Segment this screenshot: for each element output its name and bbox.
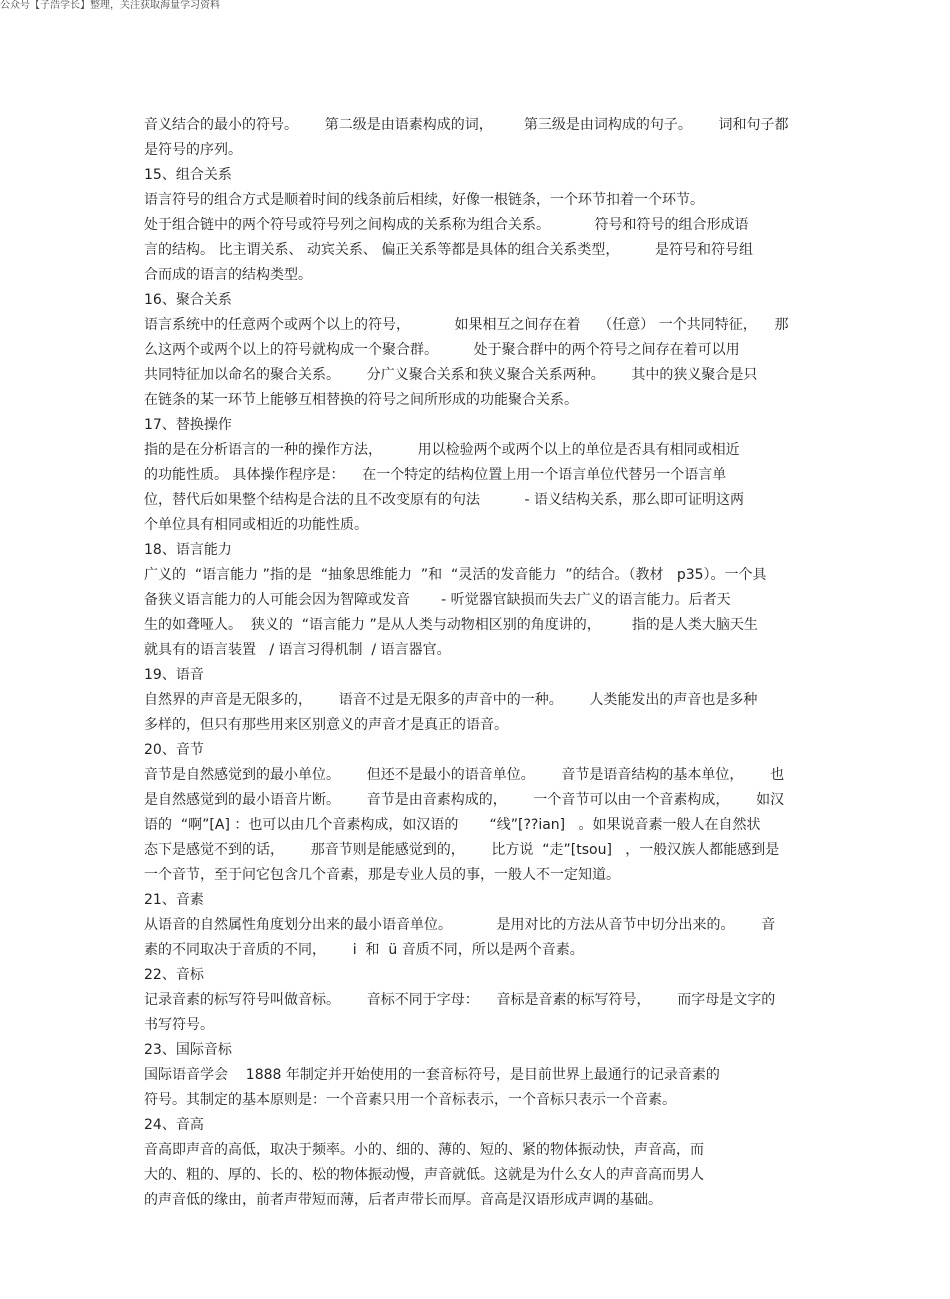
text-line: 书写符号。 <box>144 1017 214 1033</box>
text-line: 处于组合链中的两个符号或符号列之间构成的关系称为组合关系。 符号和符号的组合形成语 <box>144 217 749 233</box>
text-line: 生的如聋哑人。 狭义的 “语言能力 ”是从人类与动物相区别的角度讲的， 指的是人类大脑天生 <box>144 617 758 633</box>
text-line: 国际语音学会 1888 年制定并开始使用的一套音标符号，是目前世界上最通行的记录音素的 <box>144 1067 720 1083</box>
text-line: 音义结合的最小的符号。 第二级是由语素构成的词， 第三级是由词构成的句子。 词和句子都 <box>144 117 789 133</box>
text-line: 符号。其制定的基本原则是：一个音素只用一个音标表示，一个音标只表示一个音素。 <box>144 1092 676 1108</box>
text-line: 么这两个或两个以上的符号就构成一个聚合群。 处于聚合群中的两个符号之间存在着可以用 <box>144 342 740 358</box>
text-line: 言的结构。 比主谓关系、 动宾关系、 偏正关系等都是具体的组合关系类型， 是符号和符号组 <box>144 242 753 258</box>
section-heading: 19、语音 <box>144 667 204 683</box>
text-line: 音节是自然感觉到的最小单位。 但还不是最小的语音单位。 音节是语音结构的基本单位， 也 <box>144 767 785 783</box>
text-line: 合而成的语言的结构类型。 <box>144 267 312 283</box>
text-line: 指的是在分析语言的一种的操作方法， 用以检验两个或两个以上的单位是否具有相同或相近 <box>144 442 740 458</box>
text-line: 语言符号的组合方式是顺着时间的线条前后相续，好像一根链条，一个环节扣着一个环节。 <box>144 192 704 208</box>
text-line: 从语音的自然属性角度划分出来的最小语音单位。 是用对比的方法从音节中切分出来的。 音 <box>144 917 776 933</box>
text-line: 在链条的某一环节上能够互相替换的符号之间所形成的功能聚合关系。 <box>144 392 578 408</box>
text-line: 素的不同取决于音质的不同， i 和 ü 音质不同，所以是两个音素。 <box>144 942 584 958</box>
section-heading: 21、音素 <box>144 892 204 908</box>
text-line: 语的 “啊”[A] ：也可以由几个音素构成，如汉语的 “线”[??ian] 。如果说音素一般人在自然状 <box>144 817 761 833</box>
section-heading: 24、音高 <box>144 1117 204 1133</box>
section-heading: 20、音节 <box>144 742 204 758</box>
text-line: 位，替代后如果整个结构是合法的且不改变原有的句法 - 语义结构关系，那么即可证明这两 <box>144 492 745 508</box>
section-heading: 16、聚合关系 <box>144 292 232 308</box>
text-line: 自然界的声音是无限多的， 语音不过是无限多的声音中的一种。 人类能发出的声音也是多种 <box>144 692 758 708</box>
page-header-watermark: 公众号【子浩学长】整理，关注获取海量学习资料 <box>0 0 220 11</box>
section-heading: 22、音标 <box>144 967 204 983</box>
text-line: 共同特征加以命名的聚合关系。 分广义聚合关系和狭义聚合关系两种。 其中的狭义聚合是只 <box>144 367 758 383</box>
text-line: 是符号的序列。 <box>144 142 242 158</box>
text-line: 语言系统中的任意两个或两个以上的符号， 如果相互之间存在着 （任意） 一个共同特征， 那 <box>144 317 789 333</box>
text-line: 一个音节，至于问它包含几个音素，那是专业人员的事，一般人不一定知道。 <box>144 867 620 883</box>
text-line: 大的、粗的、厚的、长的、松的物体振动慢，声音就低。这就是为什么女人的声音高而男人 <box>144 1167 704 1183</box>
text-line: 广义的 “语言能力 ”指的是 “抽象思维能力 ”和 “灵活的发音能力 ”的结合。（教材 p35）。一个具 <box>144 567 767 583</box>
text-line: 的功能性质。 具体操作程序是： 在一个特定的结构位置上用一个语言单位代替另一个语言单 <box>144 467 727 483</box>
text-line: 多样的，但只有那些用来区别意义的声音才是真正的语音。 <box>144 717 508 733</box>
text-line: 的声音低的缘由，前者声带短而薄，后者声带长而厚。音高是汉语形成声调的基础。 <box>144 1192 662 1208</box>
text-line: 就具有的语言装置 / 语言习得机制 / 语言器官。 <box>144 642 451 658</box>
text-line: 记录音素的标写符号叫做音标。 音标不同于字母： 音标是音素的标写符号， 而字母是文字的 <box>144 992 776 1008</box>
text-line: 态下是感觉不到的话， 那音节则是能感觉到的， 比方说 “走”[tsou] ，一般汉族人都能感到是 <box>144 842 780 858</box>
text-line: 是自然感觉到的最小语音片断。 音节是由音素构成的， 一个音节可以由一个音素构成， 如汉 <box>144 792 785 808</box>
section-heading: 15、组合关系 <box>144 167 232 183</box>
section-heading: 18、语言能力 <box>144 542 232 558</box>
text-line: 音高即声音的高低，取决于频率。小的、细的、薄的、短的、紧的物体振动快，声音高，而 <box>144 1142 704 1158</box>
section-heading: 23、国际音标 <box>144 1042 232 1058</box>
section-heading: 17、替换操作 <box>144 417 232 433</box>
text-line: 个单位具有相同或相近的功能性质。 <box>144 517 368 533</box>
text-line: 备狭义语言能力的人可能会因为智障或发音 - 听觉器官缺损而失去广义的语言能力。后者天 <box>144 592 731 608</box>
